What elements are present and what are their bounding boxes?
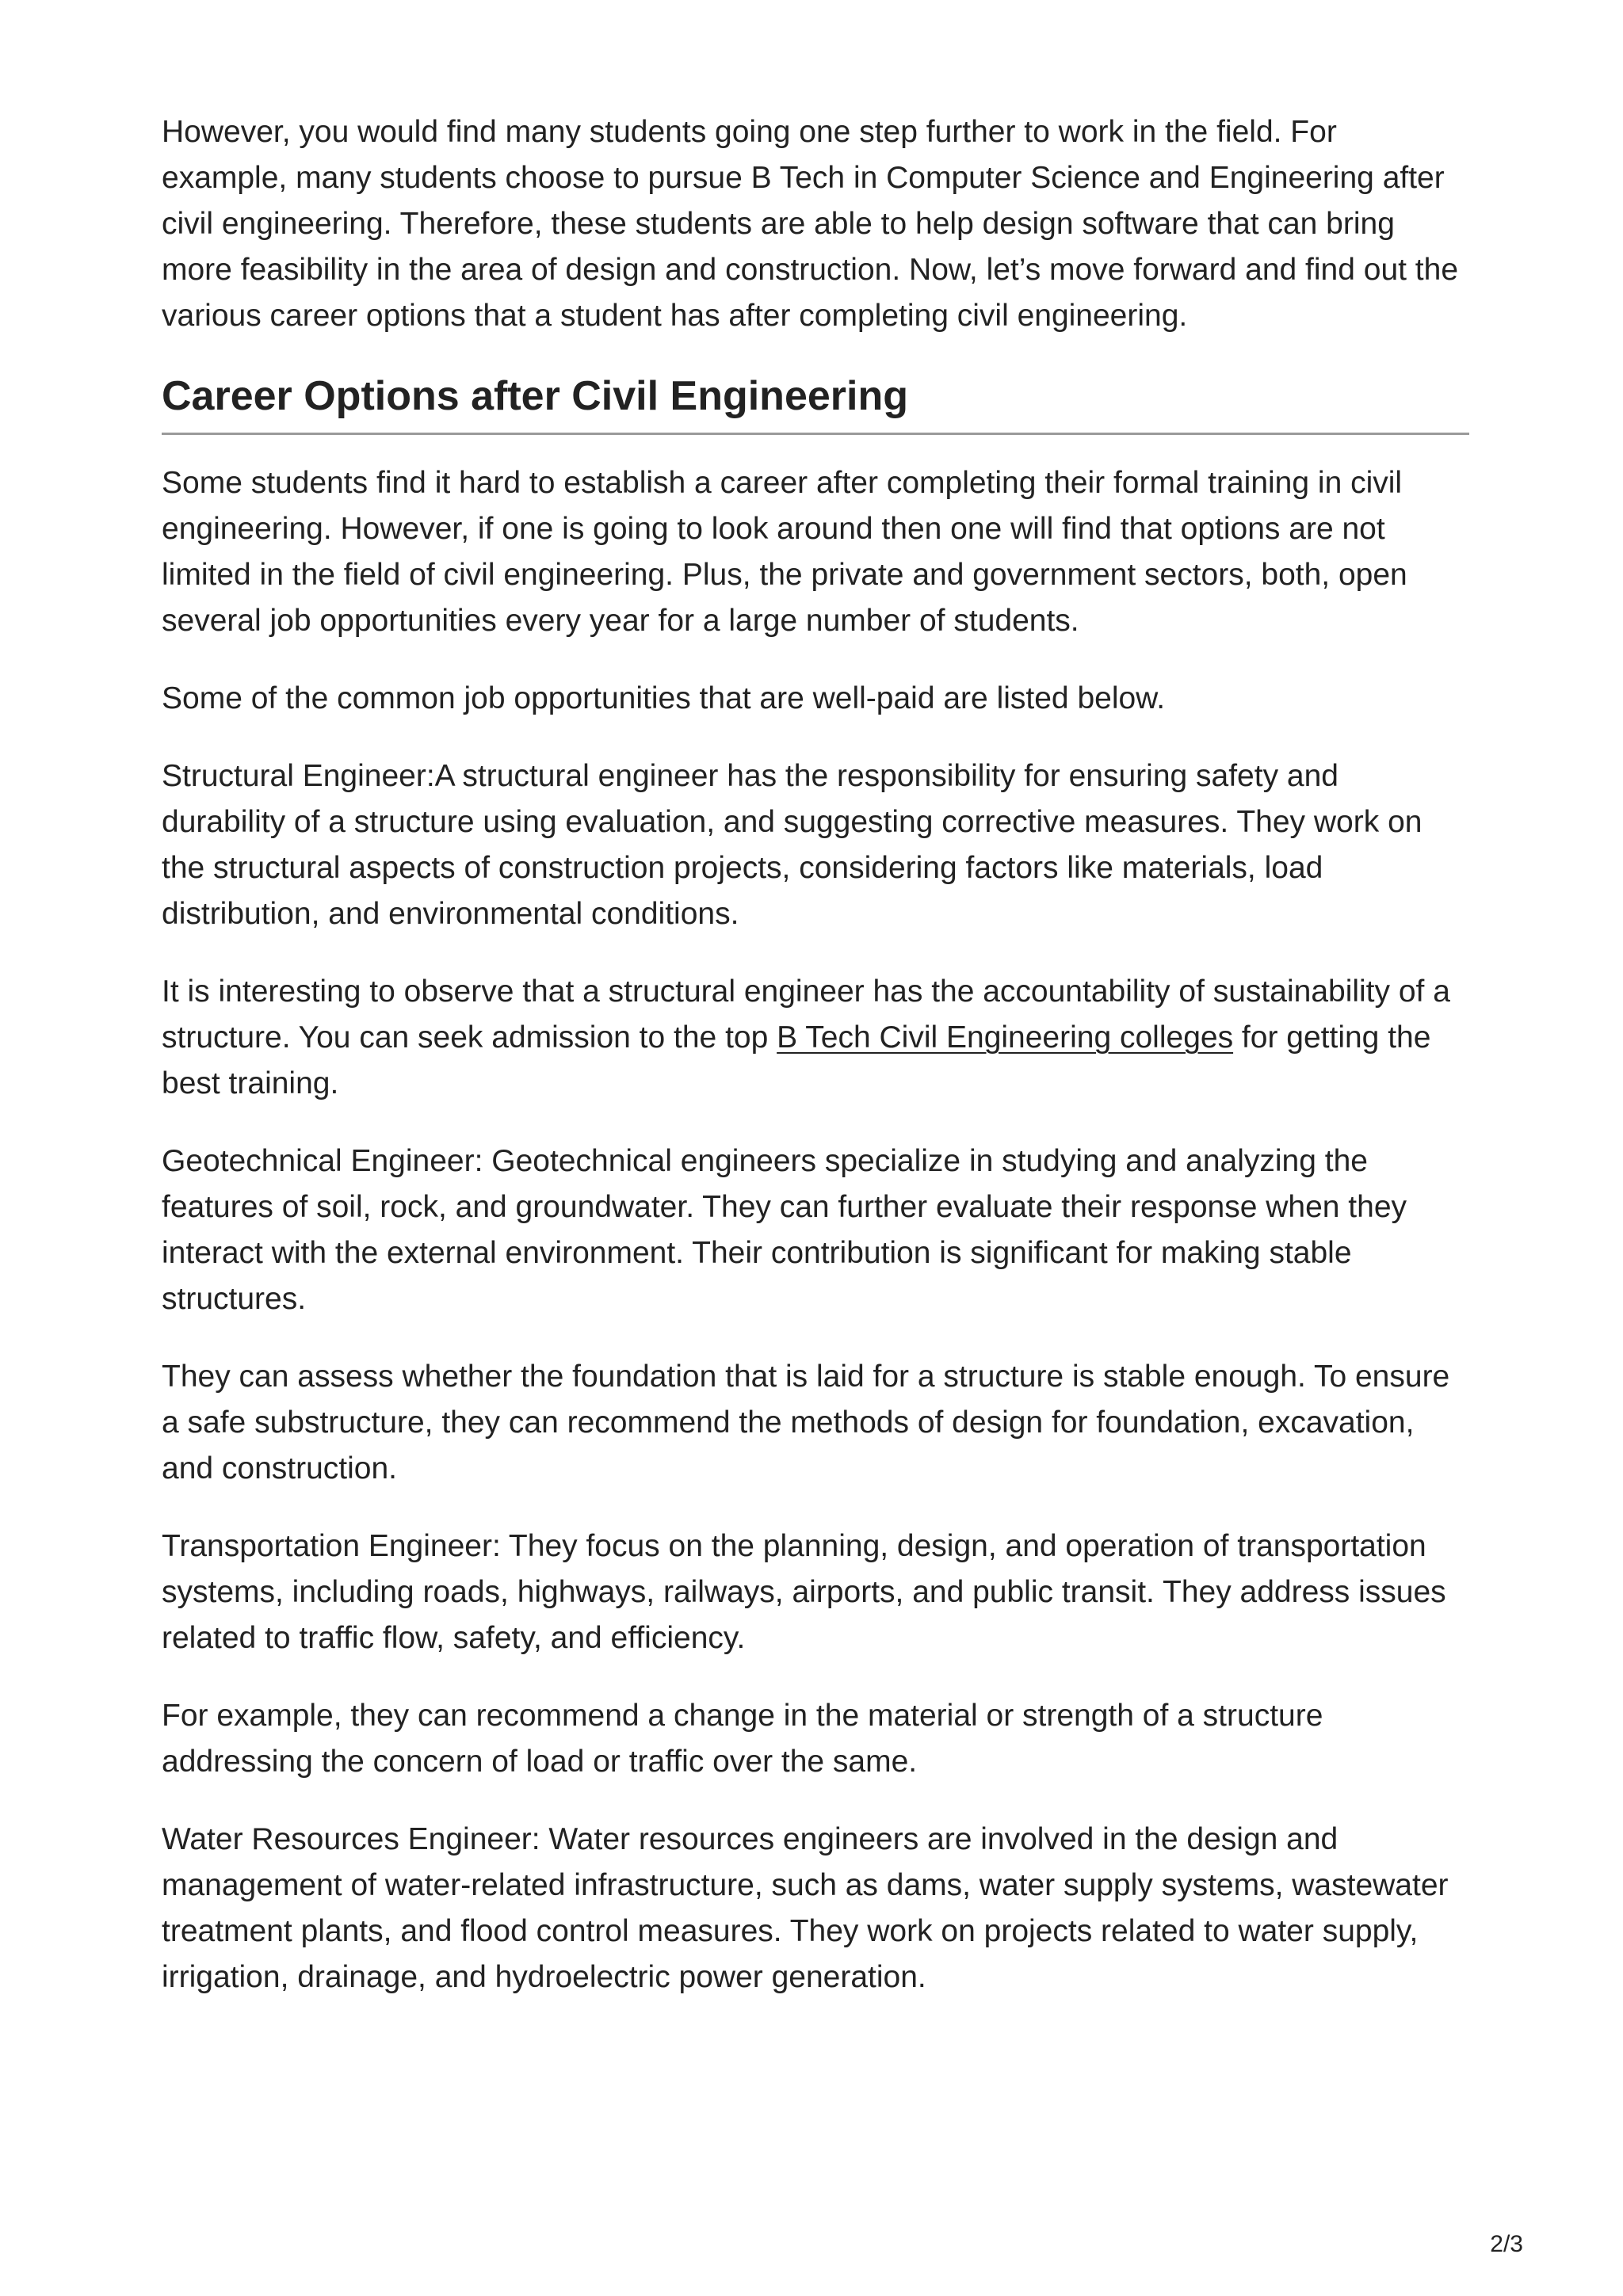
paragraph-text-after-link: for getting the best training.	[162, 1020, 1431, 1100]
btech-civil-engineering-colleges-link[interactable]: B Tech Civil Engineering colleges	[777, 1020, 1234, 1055]
page-number: 2/3	[1490, 2231, 1523, 2257]
structural-engineer-paragraph: Structural Engineer:A structural engineer has the responsibility for ensuring safety and durability of a structure using evaluation, and suggesting corrective measures. They work on the structural aspects of construction projects, considering factors like materials, load distribution, and environmental conditions.	[162, 759, 1423, 931]
career-intro-paragraph: Some students find it hard to establish a career after completing their formal training in civil engineering. However, if one is going to look around then one will find that options are not limited in the field of civil engineering. Plus, the private and government sectors, both, open several job opportunities every year for a large number of students.	[162, 466, 1407, 638]
paragraph-text-before-link: It is interesting to observe that a structural engineer has the accountability of sustainability of a structure. You can seek admission to the top	[162, 974, 1450, 1055]
article-body	[162, 109, 1469, 2032]
intro-paragraph: However, you would find many students going one step further to work in the field. For example, many students choose to pursue B Tech in Computer Science and Engineering after civil engineering. Therefore, these students are able to help design software that can bring more feasibility in the area of design and construction. Now, let’s move forward and find out the various career options that a student has after completing civil engineering.	[162, 115, 1459, 333]
geotechnical-foundation-paragraph: They can assess whether the foundation that is laid for a structure is stable enough. To ensure a safe substructure, they can recommend the methods of design for foundation, excavation, and construction.	[162, 1360, 1450, 1486]
water-resources-engineer-paragraph: Water Resources Engineer: Water resources engineers are involved in the design and management of water-related infrastructure, such as dams, water supply systems, wastewater treatment plants, and flood control measures. They work on projects related to water supply, irrigation, drainage, and hydroelectric power generation.	[162, 1822, 1449, 1994]
structural-engineer-colleges-paragraph	[162, 969, 1469, 1107]
job-list-intro-paragraph: Some of the common job opportunities that are well-paid are listed below.	[162, 681, 1166, 715]
section-heading: Career Options after Civil Engineering	[162, 371, 1469, 435]
transportation-example-paragraph: For example, they can recommend a change in the material or strength of a structure addressing the concern of load or traffic over the same.	[162, 1699, 1323, 1779]
geotechnical-engineer-paragraph: Geotechnical Engineer: Geotechnical engineers specialize in studying and analyzing the features of soil, rock, and groundwater. They can further evaluate their response when they interact with the external environment. Their contribution is significant for making stable structures.	[162, 1144, 1407, 1316]
transportation-engineer-paragraph: Transportation Engineer: They focus on the planning, design, and operation of transportation systems, including roads, highways, railways, airports, and public transit. They address issues related to traffic flow, safety, and efficiency.	[162, 1529, 1446, 1655]
